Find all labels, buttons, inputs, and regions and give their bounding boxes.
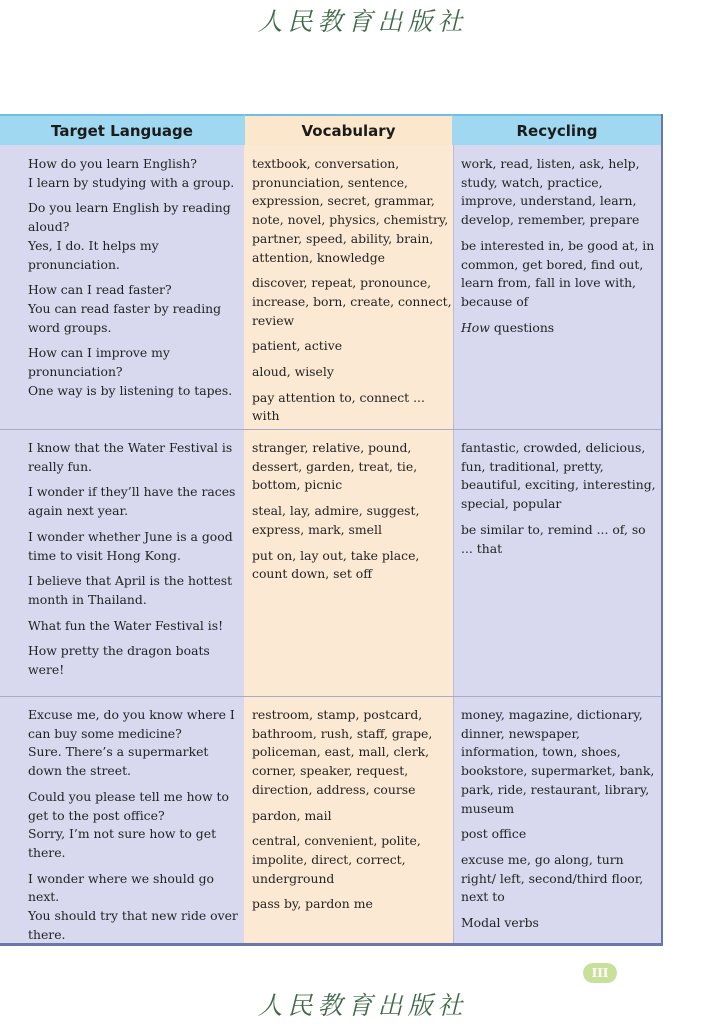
target-item: I wonder where we should go next. You should try that new ride over there. <box>28 870 238 942</box>
header-vocabulary: Vocabulary <box>244 114 453 145</box>
vocab-item: put on, lay out, take place, count down, set off <box>252 547 420 582</box>
recycling-item: excuse me, go along, turn right/ left, second/third floor, next to <box>461 851 644 905</box>
recycling-item: work, read, listen, ask, help, study, watch, practice, improve, understand, learn, develop, remember, prepare <box>461 156 640 228</box>
table-body <box>0 145 661 943</box>
vocab-item: discover, repeat, pronounce, increase, born, create, connect, review <box>252 275 452 328</box>
vocab-item: patient, active <box>252 338 343 354</box>
page-number-badge: III <box>583 963 617 983</box>
target-item: How can I improve my pronunciation? One way is by listening to tapes. <box>28 345 233 398</box>
recycling-item: Modal verbs <box>461 915 539 931</box>
recycling-item: fantastic, crowded, delicious, fun, traditional, pretty, beautiful, exciting, interesting, special, popular <box>461 440 656 512</box>
target-item: Do you learn English by reading aloud? Yes, I do. It helps my pronunciation. <box>28 200 231 272</box>
row2-recycling <box>461 439 661 565</box>
header-target-language: Target Language <box>0 114 244 145</box>
target-item: I believe that April is the hottest month in Thailand. <box>28 573 233 607</box>
vocab-item: aloud, wisely <box>252 364 334 380</box>
target-item: Could you please tell me how to get to the post office? Sorry, I’m not sure how to get there. <box>28 788 229 860</box>
target-item: How do you learn English? I learn by studying with a group. <box>28 156 235 190</box>
row1-recycling <box>461 155 661 344</box>
vocab-item: restroom, stamp, postcard, bathroom, rush, staff, grape, policeman, east, mall, clerk, corner, speaker, request, direction, address, course <box>252 707 433 797</box>
recycling-item: How questions <box>461 319 555 335</box>
vocab-item: pay attention to, connect ... with <box>252 389 425 424</box>
target-item: I wonder if they’ll have the races again next year. <box>28 484 236 519</box>
target-item: I wonder whether June is a good time to visit Hong Kong. <box>28 528 233 563</box>
header-recycling: Recycling <box>453 114 661 145</box>
recycling-item: be similar to, remind ... of, so ... that <box>461 521 646 556</box>
vocab-item: pardon, mail <box>252 807 332 823</box>
recycling-item: money, magazine, dictionary, dinner, newspaper, information, town, shoes, bookstore, supermarket, bank, park, ride, restaurant, library, museum <box>461 707 655 816</box>
vocab-item: stranger, relative, pound, dessert, garden, treat, tie, bottom, picnic <box>252 440 418 493</box>
target-item: How pretty the dragon boats were! <box>28 643 210 678</box>
row-divider <box>0 696 661 697</box>
unit-overview-table <box>0 114 663 946</box>
target-item: I know that the Water Festival is really fun. <box>28 440 233 474</box>
vocab-item: central, convenient, polite, impolite, direct, correct, underground <box>252 833 421 886</box>
recycling-item: post office <box>461 826 527 842</box>
vocab-item: textbook, conversation, pronunciation, sentence, expression, secret, grammar, note, novel, physics, chemistry, partner, speed, ability, brain, attention, knowledge <box>252 156 449 265</box>
row3-vocabulary <box>252 706 452 921</box>
row2-target-language <box>28 439 242 687</box>
target-item: What fun the Water Festival is! <box>28 617 224 633</box>
publisher-logo-top: 人民教育出版社 <box>257 7 468 36</box>
target-item: Excuse me, do you know where I can buy some medicine? Sure. There’s a supermarket down the street. <box>28 707 235 779</box>
table-header <box>0 114 661 145</box>
row1-target-language <box>28 155 242 407</box>
vocab-item: pass by, pardon me <box>252 896 373 912</box>
vocab-item: steal, lay, admire, suggest, express, mark, smell <box>252 503 420 537</box>
target-item: How can I read faster? You can read faster by reading word groups. <box>28 282 222 335</box>
publisher-logo-bottom: 人民教育出版社 <box>257 991 468 1020</box>
recycling-item: be interested in, be good at, in common, get bored, find out, learn from, fall in love with, because of <box>461 237 655 309</box>
row3-recycling <box>461 706 661 940</box>
row1-vocabulary <box>252 155 452 433</box>
row3-target-language <box>28 706 242 951</box>
row2-vocabulary <box>252 439 452 591</box>
